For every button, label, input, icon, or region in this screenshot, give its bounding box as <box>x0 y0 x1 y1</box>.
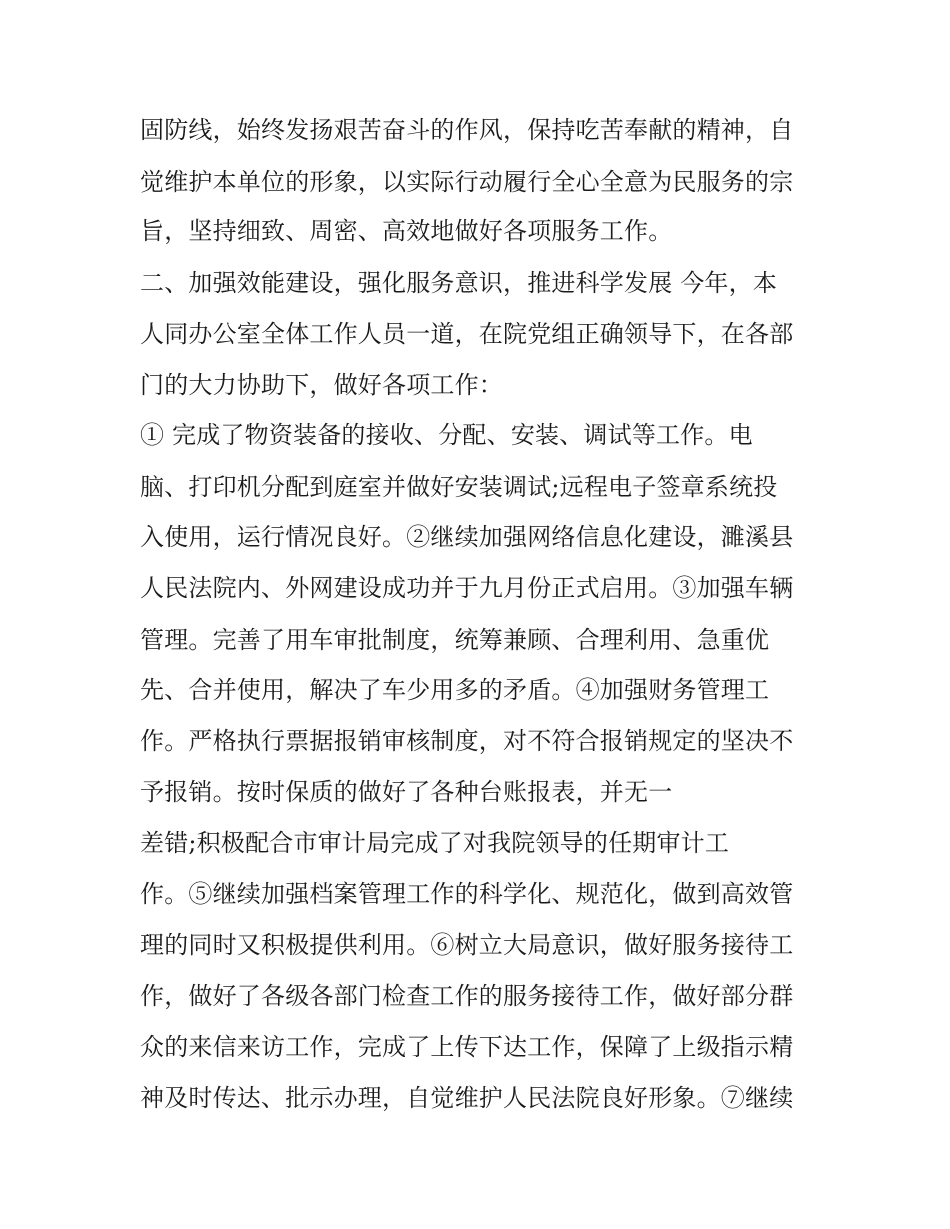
text-line: 先、合并使用，解决了车少用多的矛盾。④加强财务管理工 <box>140 676 770 704</box>
text-line: 旨，坚持细致、周密、高效地做好各项服务工作。 <box>140 217 673 245</box>
text-line: 人民法院内、外网建设成功并于九月份正式启用。③加强车辆 <box>140 574 794 602</box>
text-line: 入使用，运行情况良好。②继续加强网络信息化建设，濉溪县 <box>140 523 794 551</box>
text-line: 作。严格执行票据报销审核制度，对不符合报销规定的坚决不 <box>140 727 794 755</box>
text-line: 予报销。按时保质的做好了各种台账报表，并无一 <box>140 778 673 806</box>
text-line: 作，做好了各级各部门检查工作的服务接待工作，做好部分群 <box>140 982 794 1010</box>
text-line: ① 完成了物资装备的接收、分配、安装、调试等工作。电 <box>140 421 753 449</box>
text-line: 作。⑤继续加强档案管理工作的科学化、规范化，做到高效管 <box>140 880 794 908</box>
text-line: 神及时传达、批示办理，自觉维护人民法院良好形象。⑦继续 <box>140 1084 794 1112</box>
text-line: 理的同时又积极提供利用。⑥树立大局意识，做好服务接待工 <box>140 931 794 959</box>
text-line: 管理。完善了用车审批制度，统筹兼顾、合理利用、急重优 <box>140 626 770 654</box>
text-line: 人同办公室全体工作人员一道，在院党组正确领导下，在各部 <box>140 320 794 348</box>
text-line: 觉维护本单位的形象，以实际行动履行全心全意为民服务的宗 <box>140 168 794 196</box>
text-line: 固防线，始终发扬艰苦奋斗的作风，保持吃苦奉献的精神，自 <box>140 116 794 144</box>
text-line: 脑、打印机分配到庭室并做好安装调试;远程电子签章系统投 <box>140 473 778 501</box>
text-line: 众的来信来访工作，完成了上传下达工作，保障了上级指示精 <box>140 1033 794 1061</box>
text-line: 差错;积极配合市审计局完成了对我院领导的任期审计工 <box>140 829 730 857</box>
text-line: 二、加强效能建设，强化服务意识，推进科学发展 今年，本 <box>140 269 778 297</box>
text-line: 门的大力协助下，做好各项工作： <box>140 371 503 399</box>
